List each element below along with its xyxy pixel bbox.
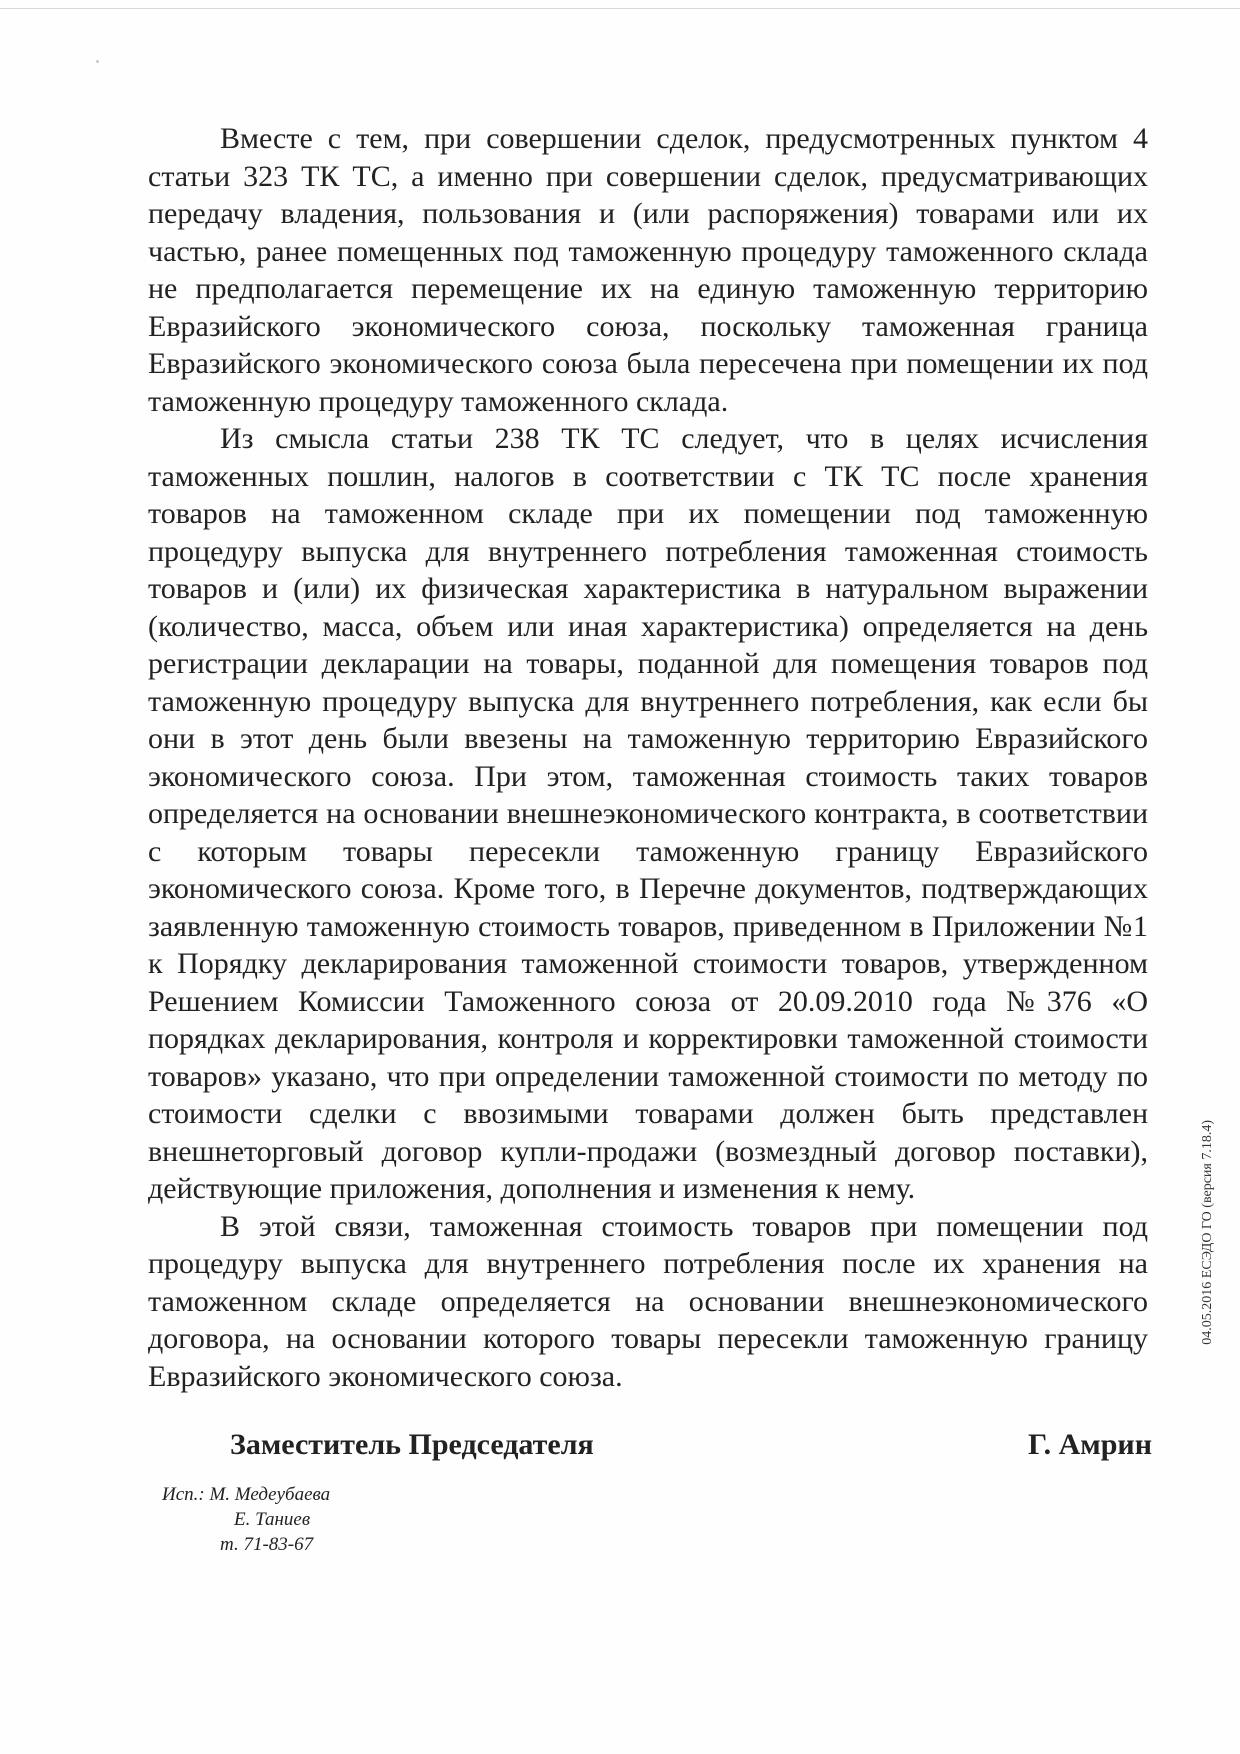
registration-stamp: 04.05.2016 ЕСЭДО ГО (версия 7.18.4) (1200, 1120, 1215, 1345)
paragraph-2: Из смысла статьи 238 ТК ТС следует, что в целях исчисления таможенных пошлин, налогов в соответствии с ТК ТС после хранения товаров на таможенном складе при их помещении под таможенную процедуру выпуска для внутреннего потребления таможенная стоимость товаров и (или) их физическая характеристика в натуральном выражении (количество, масса, объем или иная характеристика) определяется на день регистрации декларации на товары, поданной для помещения товаров под таможенную процедуру выпуска для внутреннего потребления, как если бы они в этот день были ввезены на таможенную территорию Евразийского экономического союза. При этом, таможенная стоимость таких товаров определяется на основании внешнеэкономического контракта, в соответствии с которым товары пересекли таможенную границу Евразийского экономического союза. Кроме того, в Перечне документов, подтверждающих заявленную таможенную стоимость товаров, приведенном в Приложении №1 к Порядку декларирования таможенной стоимости товаров, утвержденном Решением Комиссии Таможенного союза от 20.09.2010 года №376 «О порядках декларирования, контроля и корректировки таможенной стоимости товаров» указано, что при определении таможенной стоимости по методу по стоимости сделки с ввозимыми товарами должен быть представлен внешнеторговый договор купли-продажи (возмездный договор поставки), действующие приложения, дополнения и изменения к нему. (148, 422, 1148, 1205)
paragraph-3: В этой связи, таможенная стоимость товаров при помещении под процедуру выпуска для внутреннего потребления после их хранения на таможенном складе определяется на основании внешнеэкономического договора, на основании которого товары пересекли таможенную границу Евразийского экономического союза. (148, 1209, 1148, 1393)
executor-line-2: Е. Таниев (234, 1509, 311, 1530)
signatory-name: Г. Амрин (1027, 1428, 1152, 1461)
executor-block (162, 1482, 330, 1557)
signatory-title: Заместитель Председателя (230, 1428, 594, 1461)
paragraph-1: Вместе с тем, при совершении сделок, предусмотренных пунктом 4 статьи 323 ТК ТС, а именно при совершении сделок, предусматривающих передачу владения, пользования и (или распоряжения) товарами или их частью, ранее помещенных под таможенную процедуру таможенного склада не предполагается перемещение их на единую таможенную территорию Евразийского экономического союза, поскольку таможенная граница Евразийского экономического союза была пересечена при помещении их под таможенную процедуру таможенного склада. (148, 122, 1148, 418)
scan-edge-line (0, 8, 1240, 9)
executor-phone: т. 71-83-67 (220, 1534, 314, 1555)
letter-body (148, 120, 1148, 1395)
scan-speck (96, 60, 99, 63)
executor-line-1: Исп.: М. Медеубаева (162, 1484, 331, 1505)
signature-block (230, 1428, 1152, 1472)
